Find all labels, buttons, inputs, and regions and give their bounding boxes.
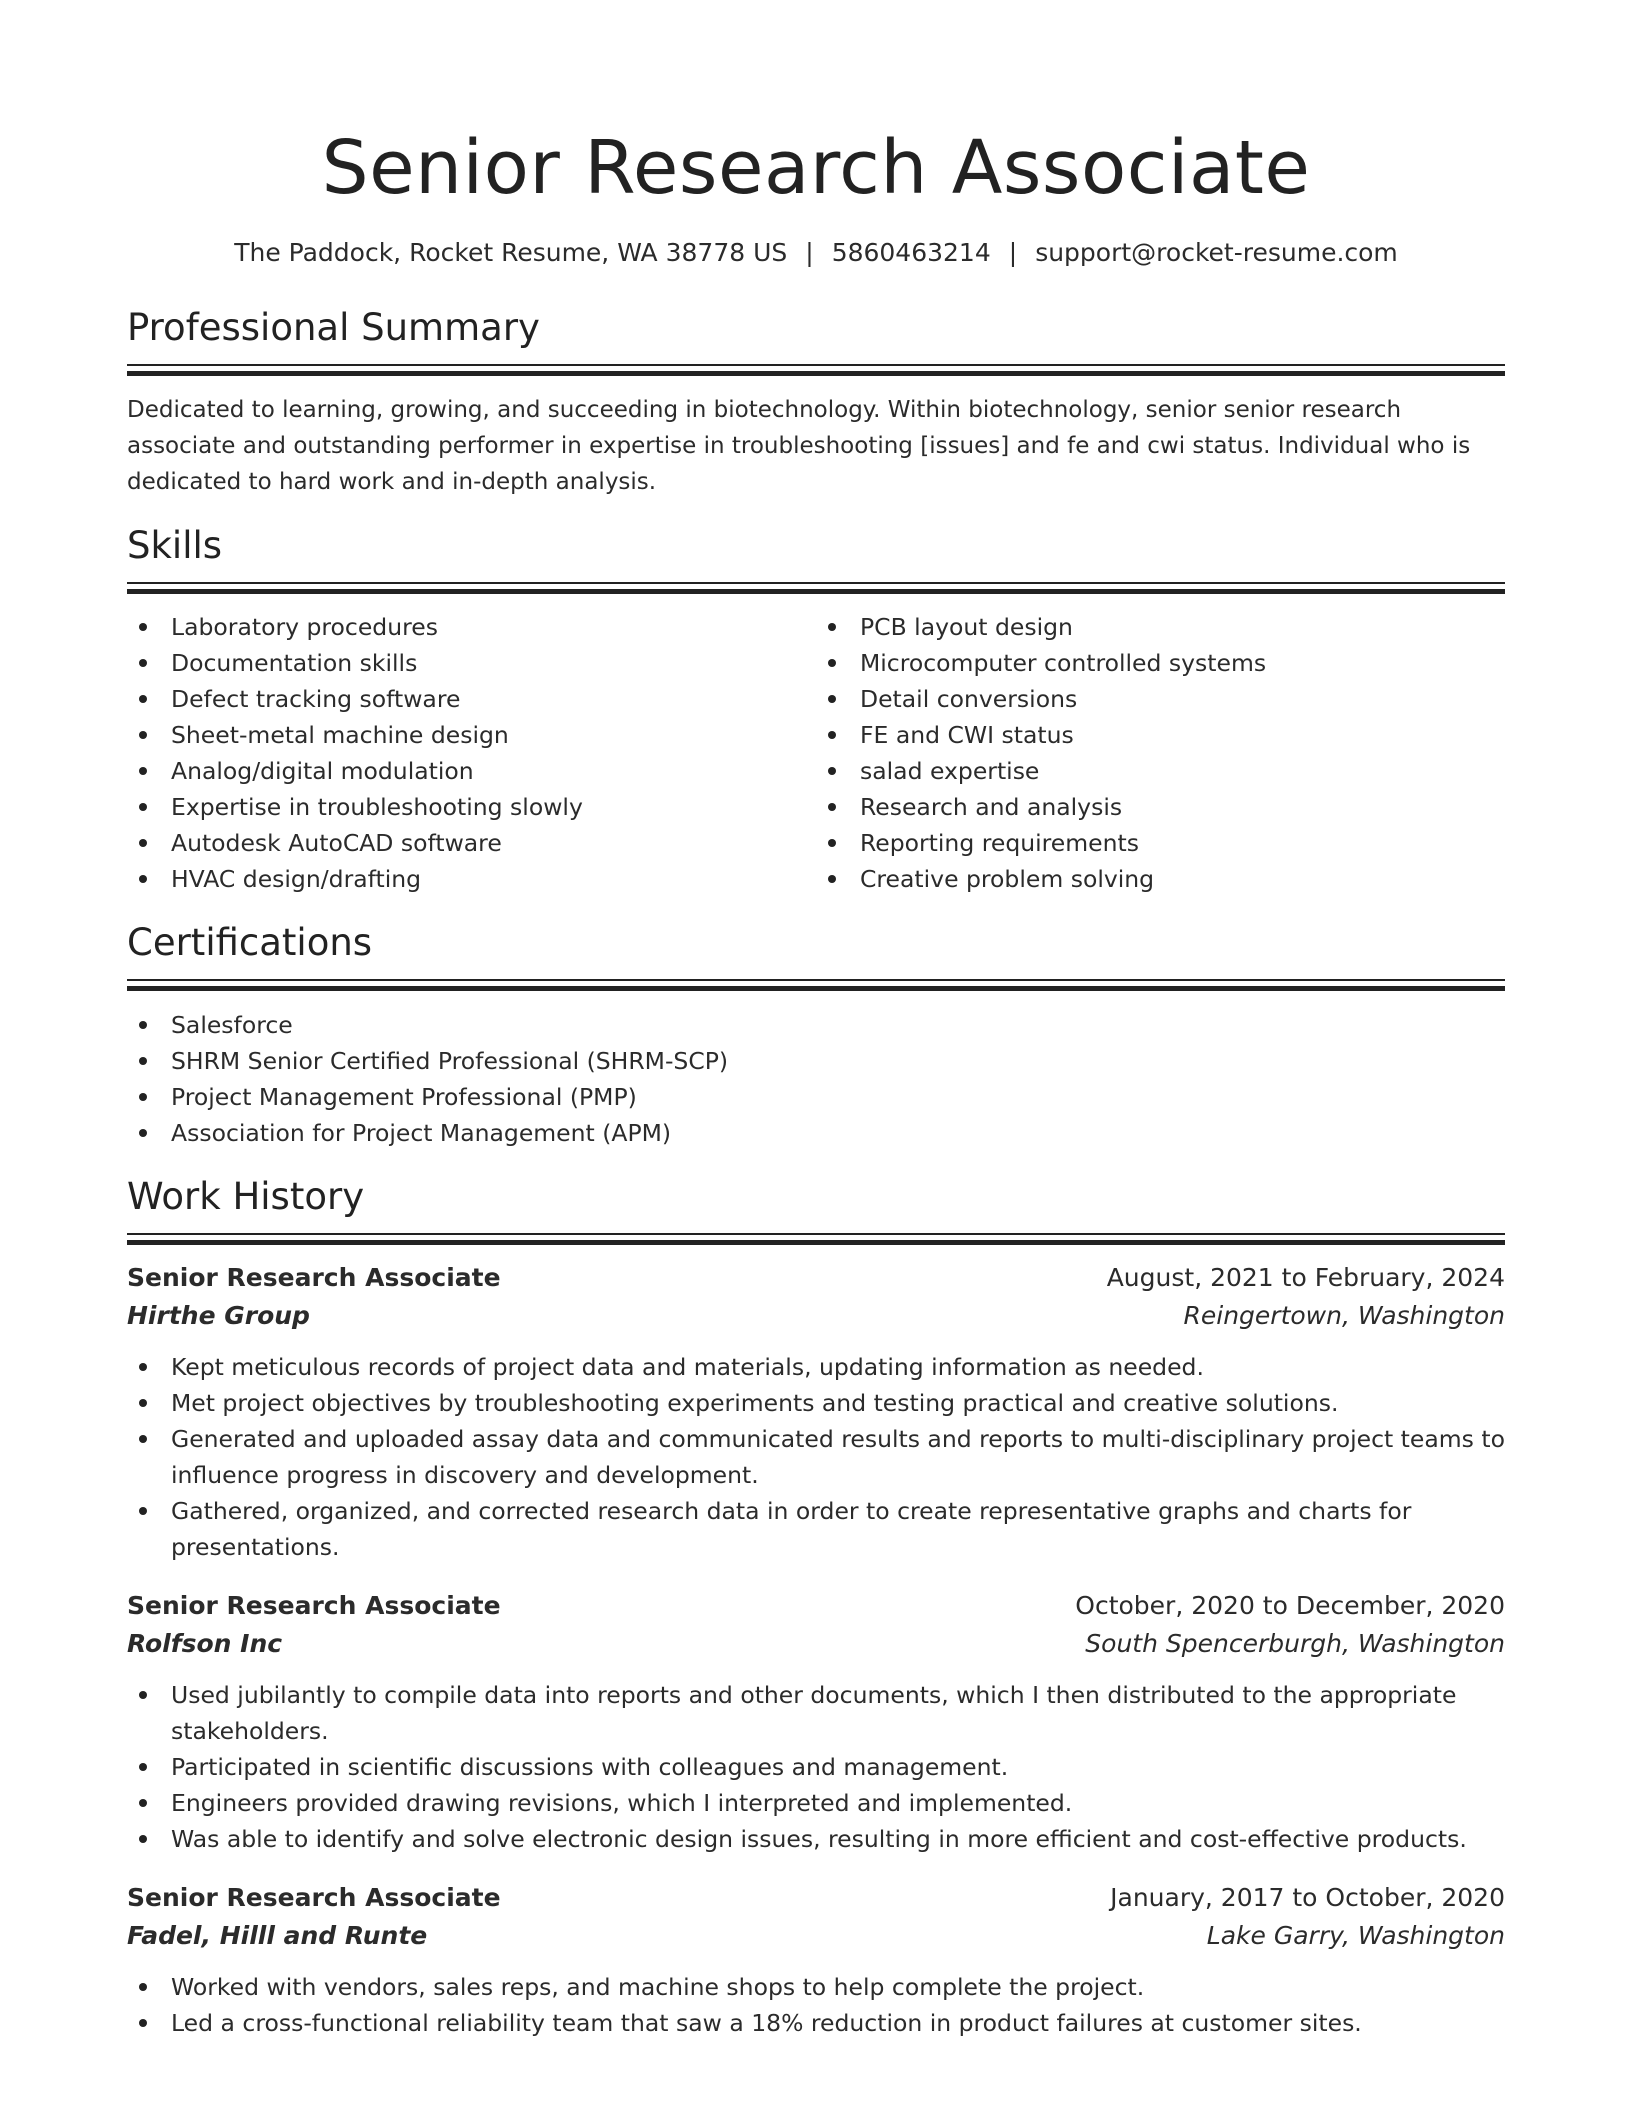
section-divider bbox=[127, 582, 1505, 594]
list-item: Project Management Professional (PMP) bbox=[127, 1079, 1505, 1115]
list-item: HVAC design/drafting bbox=[127, 861, 816, 897]
list-item: Gathered, organized, and corrected research data in order to create representative graphs and charts for presentations. bbox=[127, 1493, 1505, 1565]
job-dates: October, 2020 to December, 2020 bbox=[1075, 1591, 1505, 1620]
summary-section bbox=[127, 304, 1505, 500]
list-item: salad expertise bbox=[816, 753, 1505, 789]
job-bullets bbox=[127, 1677, 1505, 1857]
job-company: Fadel, Hilll and Runte bbox=[127, 1921, 428, 1950]
section-divider bbox=[127, 979, 1505, 991]
job-company: Hirthe Group bbox=[127, 1301, 310, 1330]
section-divider bbox=[127, 1233, 1505, 1245]
list-item: Autodesk AutoCAD software bbox=[127, 825, 816, 861]
job-location: South Spencerburgh, Washington bbox=[1085, 1629, 1505, 1658]
resume-name: Senior Research Associate bbox=[321, 125, 1311, 211]
list-item: Worked with vendors, sales reps, and machine shops to help complete the project. bbox=[127, 1969, 1505, 2005]
list-item: Sheet-metal machine design bbox=[127, 717, 816, 753]
certifications-list bbox=[127, 1007, 1505, 1151]
list-item: Creative problem solving bbox=[816, 861, 1505, 897]
certifications-section bbox=[127, 919, 1505, 1151]
section-title-summary: Professional Summary bbox=[127, 306, 540, 349]
list-item: Met project objectives by troubleshooting experiments and testing practical and creative solutions. bbox=[127, 1385, 1505, 1421]
list-item: Expertise in troubleshooting slowly bbox=[127, 789, 816, 825]
job-dates: January, 2017 to October, 2020 bbox=[1110, 1883, 1505, 1912]
list-item: SHRM Senior Certified Professional (SHRM-SCP) bbox=[127, 1043, 1505, 1079]
contact-address: The Paddock, Rocket Resume, WA 38778 US bbox=[234, 238, 788, 267]
skills-columns bbox=[127, 609, 1505, 897]
list-item: PCB layout design bbox=[816, 609, 1505, 645]
job-subheader bbox=[127, 1625, 1505, 1663]
job-bullets bbox=[127, 1349, 1505, 1565]
job-subheader bbox=[127, 1917, 1505, 1955]
contact-email: support@rocket-resume.com bbox=[1035, 238, 1398, 267]
list-item: Participated in scientific discussions with colleagues and management. bbox=[127, 1749, 1505, 1785]
list-item: Defect tracking software bbox=[127, 681, 816, 717]
job-subheader bbox=[127, 1297, 1505, 1335]
skills-list-right bbox=[816, 609, 1505, 897]
section-title-skills: Skills bbox=[127, 524, 223, 567]
job-entry bbox=[127, 1879, 1505, 2041]
work-section bbox=[127, 1173, 1505, 2041]
skills-section bbox=[127, 522, 1505, 897]
job-title: Senior Research Associate bbox=[127, 1883, 501, 1912]
list-item: Association for Project Management (APM) bbox=[127, 1115, 1505, 1151]
job-location: Lake Garry, Washington bbox=[1206, 1921, 1505, 1950]
contact-separator: | bbox=[1008, 238, 1018, 267]
list-item: Used jubilantly to compile data into reports and other documents, which I then distributed to the appropriate stakeholders. bbox=[127, 1677, 1505, 1749]
contact-separator: | bbox=[805, 238, 814, 267]
job-entry bbox=[127, 1259, 1505, 1565]
job-company: Rolfson Inc bbox=[127, 1629, 283, 1658]
skills-list-left bbox=[127, 609, 816, 897]
contact-line bbox=[127, 236, 1505, 270]
job-bullets bbox=[127, 1969, 1505, 2041]
job-entry bbox=[127, 1587, 1505, 1857]
list-item: Generated and uploaded assay data and communicated results and reports to multi-disciplinary project teams to influence progress in discovery and development. bbox=[127, 1421, 1505, 1493]
section-title-work: Work History bbox=[127, 1175, 365, 1218]
section-divider bbox=[127, 364, 1505, 376]
job-header bbox=[127, 1259, 1505, 1297]
contact-phone: 5860463214 bbox=[831, 238, 991, 267]
list-item: Engineers provided drawing revisions, which I interpreted and implemented. bbox=[127, 1785, 1505, 1821]
job-dates: August, 2021 to February, 2024 bbox=[1106, 1263, 1505, 1292]
list-item: Microcomputer controlled systems bbox=[816, 645, 1505, 681]
list-item: Research and analysis bbox=[816, 789, 1505, 825]
list-item: Kept meticulous records of project data and materials, updating information as needed. bbox=[127, 1349, 1505, 1385]
list-item: Laboratory procedures bbox=[127, 609, 816, 645]
list-item: Was able to identify and solve electronic design issues, resulting in more efficient and cost-effective products. bbox=[127, 1821, 1505, 1857]
jobs-list bbox=[127, 1259, 1505, 2041]
job-header bbox=[127, 1879, 1505, 1917]
list-item: Led a cross-functional reliability team that saw a 18% reduction in product failures at customer sites. bbox=[127, 2005, 1505, 2041]
job-location: Reingertown, Washington bbox=[1183, 1301, 1505, 1330]
summary-text: Dedicated to learning, growing, and succeeding in biotechnology. Within biotechnology, senior senior research associate and outstanding performer in expertise in troubleshooting [issues] and fe and cwi status. Individual who is dedicated to hard work and in-depth analysis. bbox=[127, 397, 1471, 495]
job-title: Senior Research Associate bbox=[127, 1263, 501, 1292]
list-item: Reporting requirements bbox=[816, 825, 1505, 861]
section-title-certifications: Certifications bbox=[127, 921, 373, 964]
job-title: Senior Research Associate bbox=[127, 1591, 501, 1620]
list-item: Detail conversions bbox=[816, 681, 1505, 717]
list-item: Analog/digital modulation bbox=[127, 753, 816, 789]
list-item: FE and CWI status bbox=[816, 717, 1505, 753]
list-item: Salesforce bbox=[127, 1007, 1505, 1043]
job-header bbox=[127, 1587, 1505, 1625]
list-item: Documentation skills bbox=[127, 645, 816, 681]
